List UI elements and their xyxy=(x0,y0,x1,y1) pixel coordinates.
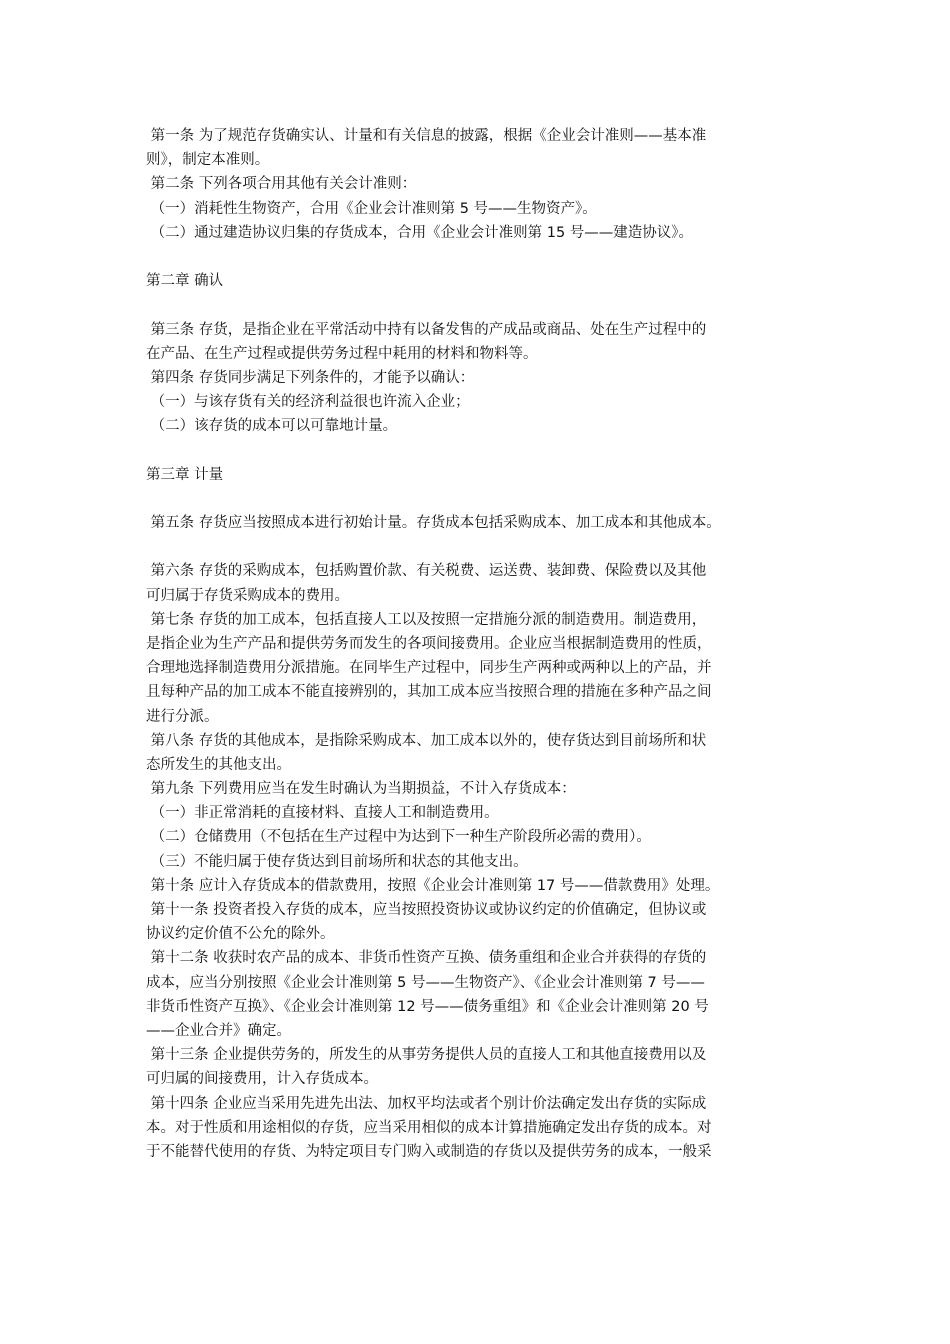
text-line: 第三条 存货，是指企业在平常活动中持有以备发售的产成品或商品、处在生产过程中的 xyxy=(146,321,707,338)
text-line: 第四条 存货同步满足下列条件的，才能予以确认： xyxy=(146,369,475,386)
text-line: 第二条 下列各项合用其他有关会计准则： xyxy=(146,176,417,193)
text-line: （一）消耗性生物资产，合用《企业会计准则第 5 号——生物资产》。 xyxy=(146,200,597,217)
text-line: 且每种产品的加工成本不能直接辨别的，其加工成本应当按照合理的措施在多种产品之间 xyxy=(146,684,712,701)
text-line: 第十一条 投资者投入存货的成本，应当按照投资协议或协议约定的价值确定，但协议或 xyxy=(146,902,707,918)
text-line: 于不能替代使用的存货、为特定项目专门购入或制造的存货以及提供劳务的成本，一般采 xyxy=(146,1143,712,1160)
text-line: 非货币性资产互换》、《企业会计准则第 12 号——债务重组》和《企业会计准则第 20 号 xyxy=(146,998,709,1015)
text-line: 第七条 存货的加工成本，包括直接人工以及按照一定措施分派的制造费用。制造费用， xyxy=(146,611,707,628)
chapter-heading: 第二章 确认 xyxy=(146,273,224,290)
text-line: 协议约定价值不公允的除外。 xyxy=(146,926,335,943)
text-line: 则》，制定本准则。 xyxy=(146,152,270,169)
blank-line xyxy=(146,245,806,269)
text-line: 是指企业为生产产品和提供劳务而发生的各项间接费用。企业应当根据制造费用的性质， xyxy=(146,635,712,652)
text-line: 第十三条 企业提供劳务的，所发生的从事劳务提供人员的直接人工和其他直接费用以及 xyxy=(146,1047,707,1064)
blank-line xyxy=(146,438,806,462)
document-body xyxy=(146,124,806,1164)
text-line: 合理地选择制造费用分派措施。在同毕生产过程中，同步生产两种或两种以上的产品，并 xyxy=(146,660,712,677)
blank-line xyxy=(146,487,806,511)
text-line: 进行分派。 xyxy=(146,708,219,725)
text-line: 第十条 应计入存货成本的借款费用，按照《企业会计准则第 17 号——借款费用》处理。 xyxy=(146,877,720,894)
text-line: 本。对于性质和用途相似的存货，应当采用相似的成本计算措施确定发出存货的成本。对 xyxy=(146,1119,712,1136)
text-line: 第五条 存货应当按照成本进行初始计量。存货成本包括采购成本、加工成本和其他成本。 xyxy=(146,515,721,531)
text-line: （二）该存货的成本可以可靠地计量。 xyxy=(146,418,398,435)
text-line: 第九条 下列费用应当在发生时确认为当期损益，不计入存货成本： xyxy=(146,781,576,798)
text-line: 第八条 存货的其他成本，是指除采购成本、加工成本以外的，使存货达到目前场所和状 xyxy=(146,732,707,749)
text-line: （三）不能归属于使存货达到目前场所和状态的其他支出。 xyxy=(146,853,528,870)
text-line: 在产品、在生产过程或提供劳务过程中耗用的材料和物料等。 xyxy=(146,345,538,362)
text-line: （二）仓储费用（不包括在生产过程中为达到下一种生产阶段所必需的费用）。 xyxy=(146,829,651,846)
text-line: 成本，应当分别按照《企业会计准则第 5 号——生物资产》、《企业会计准则第 7 号—— xyxy=(146,974,705,991)
text-line: ——企业合并》确定。 xyxy=(146,1022,291,1039)
chapter-heading: 第三章 计量 xyxy=(146,466,224,483)
text-line: （一）与该存货有关的经济利益很也许流入企业； xyxy=(146,394,470,411)
text-line: （二）通过建造协议归集的存货成本，合用《企业会计准则第 15 号——建造协议》。 xyxy=(146,224,694,241)
text-line: 可归属于存货采购成本的费用。 xyxy=(146,587,349,604)
text-line: 态所发生的其他支出。 xyxy=(146,756,291,773)
text-line: 第十四条 企业应当采用先进先出法、加权平均法或者个别计价法确定发出存货的实际成 xyxy=(146,1095,707,1112)
text-line: （一）非正常消耗的直接材料、直接人工和制造费用。 xyxy=(146,805,499,822)
blank-line xyxy=(146,535,806,559)
text-line: 第一条 为了规范存货确实认、计量和有关信息的披露，根据《企业会计准则——基本准 xyxy=(146,128,707,144)
blank-line xyxy=(146,293,806,317)
text-line: 第六条 存货的采购成本，包括购置价款、有关税费、运送费、装卸费、保险费以及其他 xyxy=(146,563,707,580)
text-line: 可归属的间接费用，计入存货成本。 xyxy=(146,1071,378,1088)
text-line: 第十二条 收获时农产品的成本、非货币性资产互换、债务重组和企业合并获得的存货的 xyxy=(146,950,707,967)
